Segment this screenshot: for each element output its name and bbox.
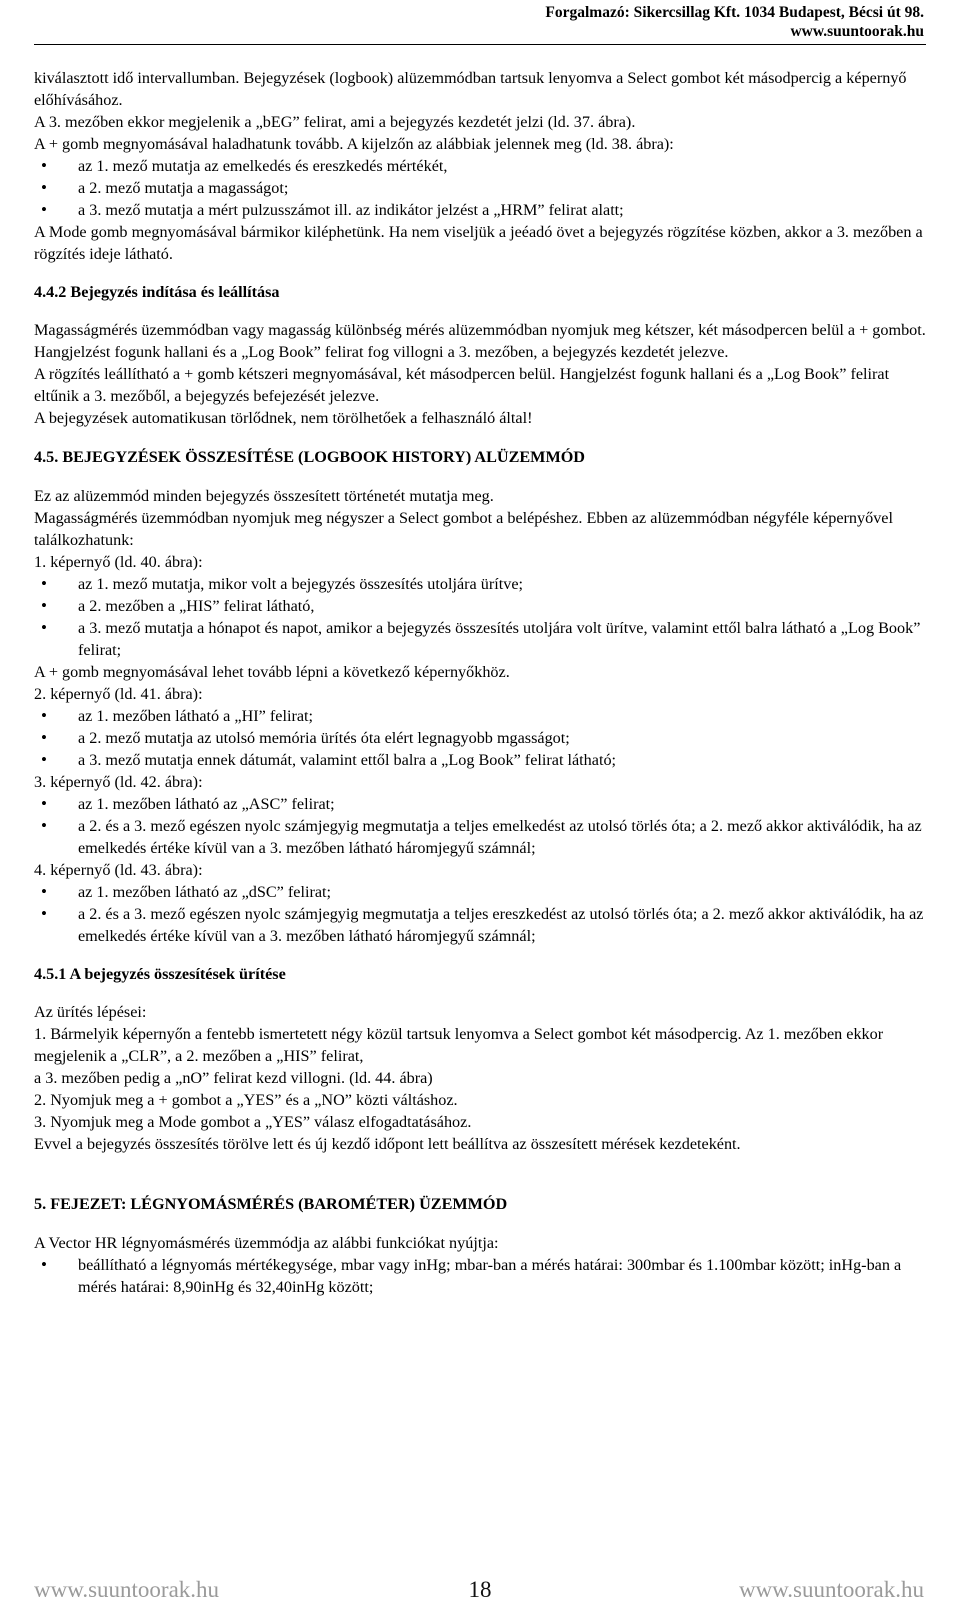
section-heading-4-5-1: 4.5.1 A bejegyzés összesítések ürítése bbox=[34, 965, 286, 983]
footer-website-left: www.suuntoorak.hu bbox=[34, 1577, 220, 1602]
paragraph: A rögzítés leállítható a + gomb kétszeri megnyomásával, két másodpercen belül. Hangjelzést fogunk hallani és a „Log Book” felirat eltűnik a 3. mezőből, a bejegyzés befejezését jelezve. bbox=[34, 365, 890, 405]
paragraph: Ez az alüzemmód minden bejegyzés összesített történetét mutatja meg. bbox=[34, 487, 494, 505]
bullet-list bbox=[34, 793, 934, 859]
bullet-list bbox=[34, 155, 934, 221]
list-item: • a 3. mező mutatja ennek dátumát, valamint ettől balra a „Log Book” felirat látható; bbox=[34, 749, 934, 771]
list-item: • az 1. mezőben látható az „ASC” felirat; bbox=[34, 793, 934, 815]
list-item: • a 3. mező mutatja a hónapot és napot, amikor a bejegyzés összesítés utoljára volt ürítve, valamint ettől balra látható a „Log Book” felirat; bbox=[34, 617, 934, 661]
page-body bbox=[34, 67, 934, 1298]
list-item: • az 1. mezőben látható az „dSC” felirat; bbox=[34, 881, 934, 903]
paragraph: Az ürítés lépései: bbox=[34, 1003, 147, 1021]
paragraph: A Vector HR légnyomásmérés üzemmódja az alábbi funkciókat nyújtja: bbox=[34, 1234, 499, 1252]
paragraph: A Mode gomb megnyomásával bármikor kiléphetünk. Ha nem viseljük a jeéadó övet a bejegyzés rögzítése közben, akkor a 3. mezőben a rögzítés ideje látható. bbox=[34, 223, 923, 263]
list-item: • a 2. mezőben a „HIS” felirat látható, bbox=[34, 595, 934, 617]
screen-heading: 2. képernyő (ld. 41. ábra): bbox=[34, 685, 203, 703]
bullet-list bbox=[34, 881, 934, 947]
paragraph: Magasságmérés üzemmódban nyomjuk meg négyszer a Select gombot a belépéshez. Ebben az alüzemmódban négyféle képernyővel találkozhatunk: bbox=[34, 509, 893, 549]
bullet-list bbox=[34, 573, 934, 661]
paragraph: 3. Nyomjuk meg a Mode gombot a „YES” válasz elfogadtatásához. bbox=[34, 1113, 472, 1131]
list-item: • az 1. mező mutatja az emelkedés és ereszkedés mértékét, bbox=[34, 155, 934, 177]
list-item: • az 1. mezőben látható a „HI” felirat; bbox=[34, 705, 934, 727]
list-item: • az 1. mező mutatja, mikor volt a bejegyzés összesítés utoljára ürítve; bbox=[34, 573, 934, 595]
paragraph: A bejegyzések automatikusan törlődnek, nem törölhetőek a felhasználó által! bbox=[34, 409, 533, 427]
paragraph: Magasságmérés üzemmódban vagy magasság különbség mérés alüzemmódban nyomjuk meg kétszer, két másodpercen belül a + gombot. Hangjelzést fogunk hallani és a „Log Book” felirat fog villogni a 3. mezőben, a bejegyzés kezdetét jelezve. bbox=[34, 321, 926, 361]
header-website: www.suuntoorak.hu bbox=[790, 23, 924, 40]
screen-heading: 3. képernyő (ld. 42. ábra): bbox=[34, 773, 203, 791]
list-item: • beállítható a légnyomás mértékegysége, mbar vagy inHg; mbar-ban a mérés határai: 300mbar és 1.100mbar között; inHg-ban a mérés határai: 8,90inHg és 32,40inHg között; bbox=[34, 1254, 934, 1298]
paragraph: A 3. mezőben ekkor megjelenik a „bEG” felirat, ami a bejegyzés kezdetét jelzi (ld. 37. ábra). bbox=[34, 113, 636, 131]
list-item: • a 2. mező mutatja az utolsó memória ürítés óta elért legnagyobb mgasságot; bbox=[34, 727, 934, 749]
list-item: • a 2. és a 3. mező egészen nyolc számjegyig megmutatja a teljes ereszkedést az utolsó törlés óta; a 2. mező akkor aktiválódik, ha az emelkedés értéke kívül van a 3. mezőben látható háromjegyű számnál; bbox=[34, 903, 934, 947]
bullet-list bbox=[34, 1254, 934, 1298]
section-heading-4-4-2: 4.4.2 Bejegyzés indítása és leállítása bbox=[34, 283, 280, 301]
section-heading-4-5: 4.5. BEJEGYZÉSEK ÖSSZESÍTÉSE (LOGBOOK HISTORY) ALÜZEMMÓD bbox=[34, 448, 585, 466]
list-item: • a 2. mező mutatja a magasságot; bbox=[34, 177, 934, 199]
page-footer bbox=[0, 1577, 960, 1607]
paragraph: A + gomb megnyomásával lehet tovább lépni a következő képernyőkhöz. bbox=[34, 663, 510, 681]
paragraph: Evvel a bejegyzés összesítés törölve lett és új kezdő időpont lett beállítva az összesített mérések kezdeteként. bbox=[34, 1135, 741, 1153]
header-distributor: Forgalmazó: Sikercsillag Kft. 1034 Budapest, Bécsi út 98. bbox=[545, 4, 924, 21]
header-rule bbox=[34, 44, 926, 45]
paragraph: a 3. mezőben pedig a „nO” felirat kezd villogni. (ld. 44. ábra) bbox=[34, 1069, 433, 1087]
footer-website-right: www.suuntoorak.hu bbox=[738, 1577, 924, 1602]
list-item: • a 3. mező mutatja a mért pulzusszámot ill. az indikátor jelzést a „HRM” felirat alatt; bbox=[34, 199, 934, 221]
page-header bbox=[545, 3, 924, 41]
page-number: 18 bbox=[468, 1577, 492, 1602]
screen-heading: 4. képernyő (ld. 43. ábra): bbox=[34, 861, 203, 879]
paragraph: kiválasztott idő intervallumban. Bejegyzések (logbook) alüzemmódban tartsuk lenyomva a Select gombot két másodpercig a képernyő előhívásához. bbox=[34, 69, 907, 109]
paragraph: A + gomb megnyomásával haladhatunk tovább. A kijelzőn az alábbiak jelennek meg (ld. 38. ábra): bbox=[34, 135, 674, 153]
screen-heading: 1. képernyő (ld. 40. ábra): bbox=[34, 553, 203, 571]
paragraph: 2. Nyomjuk meg a + gombot a „YES” és a „NO” közti váltáshoz. bbox=[34, 1091, 458, 1109]
chapter-heading-5: 5. FEJEZET: LÉGNYOMÁSMÉRÉS (BAROMÉTER) ÜZEMMÓD bbox=[34, 1195, 508, 1213]
list-item: • a 2. és a 3. mező egészen nyolc számjegyig megmutatja a teljes emelkedést az utolsó törlés óta; a 2. mező akkor aktiválódik, ha az emelkedés értéke kívül van a 3. mezőben látható háromjegyű számnál; bbox=[34, 815, 934, 859]
paragraph: 1. Bármelyik képernyőn a fentebb ismertetett négy közül tartsuk lenyomva a Select gombot két másodpercig. Az 1. mezőben ekkor megjelenik a „CLR”, a 2. mezőben a „HIS” felirat, bbox=[34, 1025, 884, 1065]
bullet-list bbox=[34, 705, 934, 771]
